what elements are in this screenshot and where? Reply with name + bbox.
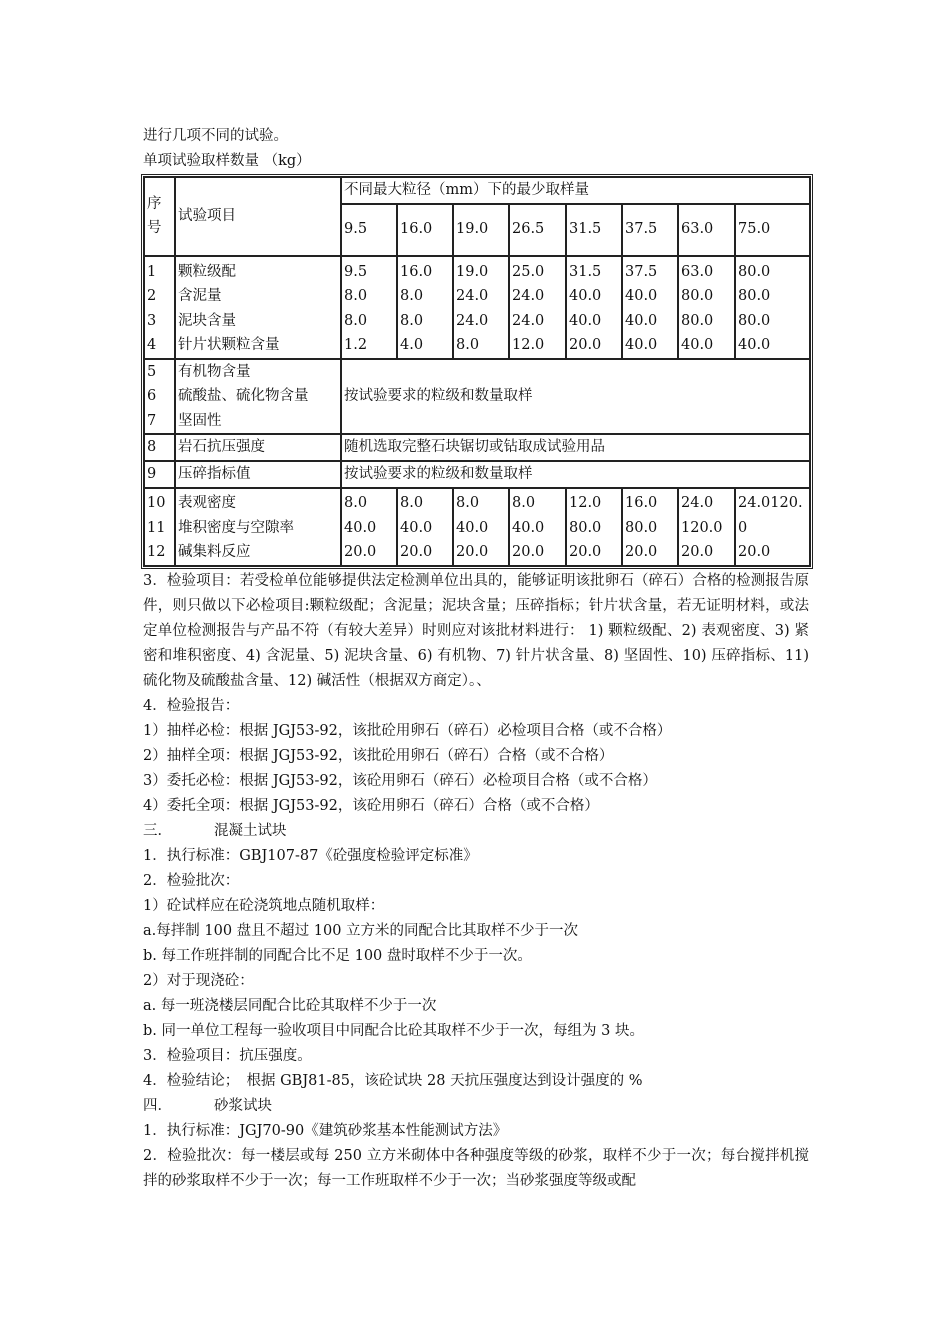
seq-cell: 3 — [147, 312, 157, 329]
value-cell: 20.0 — [625, 544, 658, 560]
value-cell: 40.0 — [681, 337, 714, 353]
body-line: 1）砼试样应在砼浇筑地点随机取样： — [143, 897, 385, 914]
value-cell: 80.0 — [738, 312, 771, 329]
body-line: a. 每一班浇楼层同配合比砼其取样不少于一次 — [143, 997, 437, 1014]
report-line: 1）抽样必检：根据 JGJ53-92，该批砼用卵石（碎石）必检项目合格（或不合格） — [143, 722, 672, 739]
value-cell: 80.0 — [681, 312, 714, 329]
value-cell: 25.0 — [512, 263, 545, 280]
value-cell: 8.0 — [344, 312, 368, 329]
value-cell: 0 — [738, 519, 748, 536]
report-line: 3）委托必检：根据 JGJ53-92，该砼用卵石（碎石）必检项目合格（或不合格） — [143, 772, 657, 789]
item-cell: 泥块含量 — [178, 312, 236, 329]
value-cell: 19.0 — [456, 263, 489, 280]
section-number: 三． — [143, 822, 172, 839]
header-item: 试验项目 — [175, 177, 341, 256]
seq-cell: 11 — [147, 519, 166, 536]
value-cell: 24.0 — [512, 288, 545, 304]
report-heading: 4．检验报告： — [143, 697, 240, 714]
value-cell: 40.0 — [625, 312, 658, 329]
item-cell: 堆积密度与空隙率 — [178, 519, 294, 536]
value-cell: 80.0 — [738, 288, 771, 304]
value-cell: 8.0 — [456, 337, 480, 353]
item-cell: 硫酸盐、硫化物含量 — [178, 388, 309, 404]
item-cell: 表观密度 — [178, 495, 236, 511]
value-cell: 40.0 — [344, 519, 377, 536]
value-cell: 8.0 — [400, 495, 424, 511]
seq-cell: 5 — [147, 363, 157, 380]
body-line: 2）对于现浇砼： — [143, 972, 254, 989]
item-cell: 碱集料反应 — [178, 544, 251, 560]
value-cell: 8.0 — [456, 495, 480, 511]
value-cell: 80.0 — [569, 519, 602, 536]
value-cell: 24.0120. — [738, 495, 803, 511]
value-cell: 40.0 — [625, 288, 658, 304]
body-line: a.每拌制 100 盘且不超过 100 立方米的同配合比其取样不少于一次 — [143, 922, 579, 939]
seq-cell: 12 — [147, 544, 166, 560]
body-line: b. 每工作班拌制的同配合比不足 100 盘时取样不少于一次。 — [143, 947, 532, 964]
note-cell: 随机选取完整石块锯切或钻取成试验用品 — [341, 434, 810, 461]
value-cell: 24.0 — [681, 495, 714, 511]
value-cell: 8.0 — [512, 495, 536, 511]
body-line: 3．检验项目：抗压强度。 — [143, 1047, 312, 1064]
seq-cell: 6 — [147, 388, 157, 404]
value-cell: 8.0 — [344, 495, 368, 511]
table-row — [144, 434, 810, 461]
item-cell: 压碎指标值 — [175, 461, 341, 488]
size-header: 26.5 — [509, 204, 566, 256]
value-cell: 63.0 — [681, 263, 714, 280]
value-cell: 4.0 — [400, 337, 424, 353]
value-cell: 16.0 — [400, 263, 433, 280]
size-header: 16.0 — [397, 204, 453, 256]
value-cell: 120.0 — [681, 519, 723, 536]
size-header: 63.0 — [678, 204, 735, 256]
intro-line: 进行几项不同的试验。 — [143, 128, 288, 144]
item-cell: 针片状颗粒含量 — [178, 337, 280, 353]
section-number: 四． — [143, 1097, 172, 1114]
value-cell: 80.0 — [681, 288, 714, 304]
item-cell: 含泥量 — [178, 288, 222, 304]
body-line: 1．执行标准：JGJ70-90《建筑砂浆基本性能测试方法》 — [143, 1122, 508, 1139]
table-row-group2 — [144, 359, 810, 435]
value-cell: 1.2 — [344, 337, 368, 353]
value-cell: 20.0 — [569, 544, 602, 560]
report-line: 2）抽样全项：根据 JGJ53-92，该批砼用卵石（碎石）合格（或不合格） — [143, 747, 614, 764]
size-header: 31.5 — [566, 204, 622, 256]
item-cell: 坚固性 — [178, 412, 222, 429]
seq-cell: 4 — [147, 337, 157, 353]
size-header: 9.5 — [341, 204, 397, 256]
value-cell: 31.5 — [569, 263, 602, 280]
value-cell: 9.5 — [344, 263, 368, 280]
body-line: 1．执行标准：GBJ107-87《砼强度检验评定标准》 — [143, 847, 478, 864]
document-body — [143, 124, 809, 1194]
inspection-items-paragraph: 3．检验项目：若受检单位能够提供法定检测单位出具的，能够证明该批卵石（碎石）合格的检测报告原件，则只做以下必检项目:颗粒级配；含泥量；泥块含量；压碎指标；针片状含量，若无证明材料，或法定单位检测报告与产品不符（有较大差异）时则应对该批材料进行： 1) 颗粒级配、2) 表观密度、3) 紧密和堆积密度、4) 含泥量、5) 泥块含量、6) 有机物、7) 针片状含量、8) 坚固性、10) 压碎指标、11) 硫化物及硫酸盐含量、12) 碱活性（根据双方商定）。、 — [143, 572, 809, 689]
seq-cell: 2 — [147, 288, 157, 304]
seq-cell: 1 — [147, 263, 157, 280]
value-cell: 37.5 — [625, 263, 658, 280]
section-heading-mortar — [143, 1094, 809, 1119]
size-header: 19.0 — [453, 204, 509, 256]
body-line: 4．检验结论； 根据 GBJ81-85，该砼试块 28 天抗压强度达到设计强度的 % — [143, 1072, 643, 1089]
value-cell: 40.0 — [738, 337, 771, 353]
item-cell: 颗粒级配 — [178, 263, 236, 280]
value-cell: 40.0 — [569, 288, 602, 304]
value-cell: 24.0 — [456, 288, 489, 304]
value-cell: 40.0 — [569, 312, 602, 329]
seq-cell: 9 — [144, 461, 175, 488]
value-cell: 20.0 — [738, 544, 771, 560]
note-cell: 按试验要求的粒级和数量取样 — [341, 461, 810, 488]
table-row-group1 — [144, 256, 810, 359]
value-cell: 40.0 — [625, 337, 658, 353]
value-cell: 8.0 — [344, 288, 368, 304]
size-header: 37.5 — [622, 204, 678, 256]
value-cell: 20.0 — [512, 544, 545, 560]
value-cell: 80.0 — [625, 519, 658, 536]
sampling-table — [143, 176, 811, 567]
header-seq: 序号 — [144, 177, 175, 256]
body-line: b. 同一单位工程每一验收项目中同配合比砼其取样不少于一次，每组为 3 块。 — [143, 1022, 644, 1039]
value-cell: 40.0 — [456, 519, 489, 536]
section-heading-concrete — [143, 819, 809, 844]
table-row — [144, 461, 810, 488]
value-cell: 12.0 — [569, 495, 602, 511]
value-cell: 20.0 — [456, 544, 489, 560]
value-cell: 20.0 — [400, 544, 433, 560]
seq-cell: 8 — [144, 434, 175, 461]
body-line: 2．检验批次： — [143, 872, 240, 889]
table-row-group3 — [144, 488, 810, 566]
value-cell: 24.0 — [512, 312, 545, 329]
value-cell: 24.0 — [456, 312, 489, 329]
value-cell: 20.0 — [681, 544, 714, 560]
section-title: 砂浆试块 — [214, 1097, 272, 1114]
value-cell: 40.0 — [512, 519, 545, 536]
section-title: 混凝土试块 — [214, 822, 287, 839]
seq-cell: 10 — [147, 495, 166, 511]
seq-cell: 7 — [147, 412, 157, 429]
value-cell: 8.0 — [400, 312, 424, 329]
table-caption: 单项试验取样数量 （kg） — [143, 153, 311, 169]
report-line: 4）委托全项：根据 JGJ53-92，该砼用卵石（碎石）合格（或不合格） — [143, 797, 599, 814]
batch-paragraph: 2．检验批次：每一楼层或每 250 立方米砌体中各种强度等级的砂浆，取样不少于一次；每台搅拌机搅拌的砂浆取样不少于一次；每一工作班取样不少于一次；当砂浆强度等级或配 — [143, 1147, 809, 1189]
note-cell: 按试验要求的粒级和数量取样 — [341, 359, 810, 435]
item-cell: 有机物含量 — [178, 363, 251, 380]
value-cell: 20.0 — [569, 337, 602, 353]
size-header: 75.0 — [735, 204, 810, 256]
header-group: 不同最大粒径（mm）下的最少取样量 — [341, 177, 810, 204]
item-cell: 岩石抗压强度 — [175, 434, 341, 461]
value-cell: 8.0 — [400, 288, 424, 304]
value-cell: 40.0 — [400, 519, 433, 536]
value-cell: 20.0 — [344, 544, 377, 560]
value-cell: 12.0 — [512, 337, 545, 353]
value-cell: 16.0 — [625, 495, 658, 511]
value-cell: 80.0 — [738, 263, 771, 280]
